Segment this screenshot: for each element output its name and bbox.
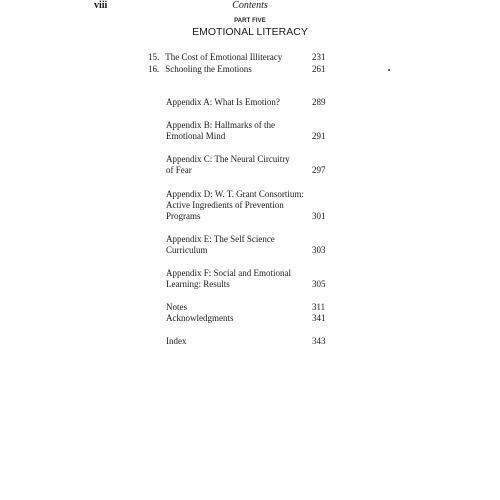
back-matter-entry[interactable]: Index xyxy=(166,336,187,346)
ink-speck xyxy=(388,69,390,71)
chapter-title: Schooling the Emotions xyxy=(165,64,252,74)
back-matter-page-number: 311 xyxy=(312,302,326,312)
appendix-page-number: 291 xyxy=(312,131,326,141)
back-matter-entry[interactable]: Acknowledgments xyxy=(166,313,234,323)
page-number: viii xyxy=(94,0,108,11)
appendix-entry-continuation[interactable]: of Fear xyxy=(166,165,192,175)
chapter-number: 16. xyxy=(148,64,160,74)
appendix-page-number: 289 xyxy=(312,97,326,107)
part-title: EMOTIONAL LITERACY xyxy=(192,26,308,38)
chapter-title: The Cost of Emotional Illiteracy xyxy=(165,52,283,62)
back-matter-page-number: 341 xyxy=(312,313,326,323)
appendix-entry-continuation[interactable]: Programs xyxy=(166,211,201,221)
appendix-entry[interactable]: Appendix A: What Is Emotion? xyxy=(166,97,280,107)
chapter-entry[interactable] xyxy=(148,64,252,75)
running-head: Contents xyxy=(232,0,268,11)
back-matter-page-number: 343 xyxy=(312,336,326,346)
appendix-page-number: 303 xyxy=(312,245,326,255)
appendix-page-number: 297 xyxy=(312,165,326,175)
appendix-entry-continuation[interactable]: Learning: Results xyxy=(166,279,230,289)
appendix-entry-continuation[interactable]: Emotional Mind xyxy=(166,131,226,141)
appendix-entry-continuation[interactable]: Curriculum xyxy=(166,245,208,255)
chapter-page-number: 231 xyxy=(312,52,326,62)
chapter-page-number: 261 xyxy=(312,64,326,74)
appendix-entry[interactable]: Appendix C: The Neural Circuitry xyxy=(166,154,290,164)
appendix-page-number: 301 xyxy=(312,211,326,221)
chapter-entry[interactable] xyxy=(148,52,282,63)
appendix-entry-continuation[interactable]: Active Ingredients of Prevention xyxy=(166,200,284,210)
appendix-entry[interactable]: Appendix E: The Self Science xyxy=(166,234,275,244)
appendix-entry[interactable]: Appendix B: Hallmarks of the xyxy=(166,120,275,130)
part-label: PART FIVE xyxy=(234,18,266,24)
appendix-entry[interactable]: Appendix F: Social and Emotional xyxy=(166,268,291,278)
appendix-page-number: 305 xyxy=(312,279,326,289)
chapter-number: 15. xyxy=(148,52,160,62)
back-matter-entry[interactable]: Notes xyxy=(166,302,187,312)
appendix-entry[interactable]: Appendix D: W. T. Grant Consortium: xyxy=(166,189,304,199)
